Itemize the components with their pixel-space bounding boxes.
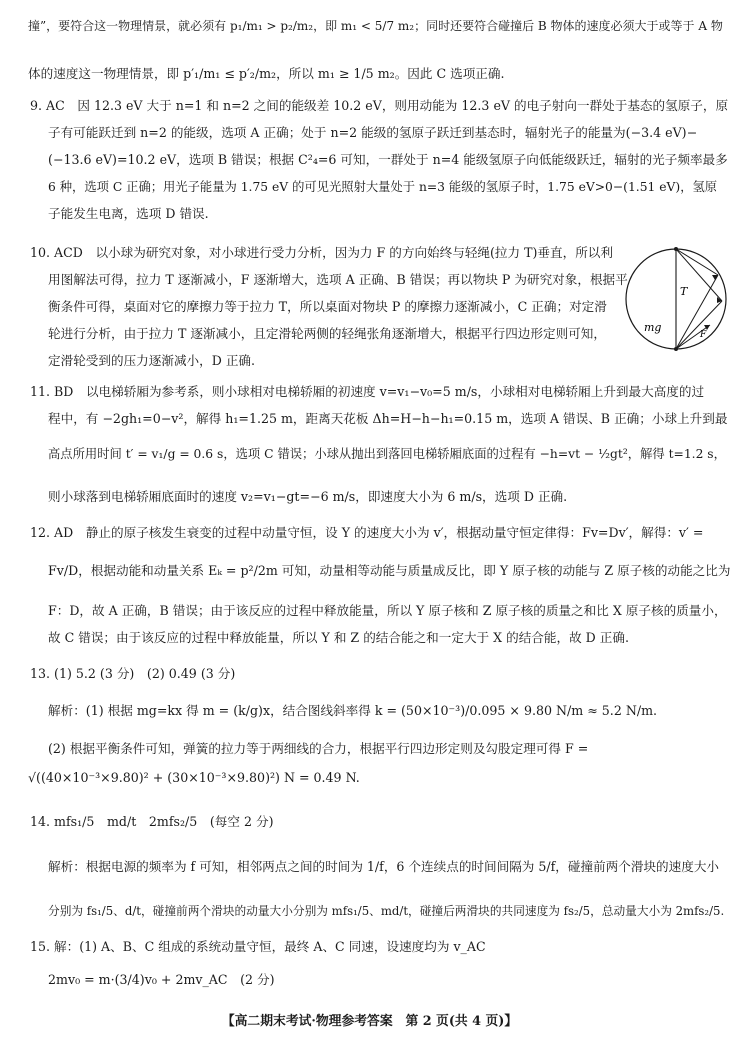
q13-line-3: (2) 根据平衡条件可知，弹簧的拉力等于两细线的合力，根据平行四边形定则及勾股定理可得 F = — [48, 741, 589, 756]
q11-line-2: 程中，有 −2gh₁=0−v²，解得 h₁=1.25 m，距离天花板 Δh=H−h−h₁=0.15 m，选项 A 错误、B 正确；小球上升到最 — [48, 411, 728, 426]
force-diagram — [622, 245, 730, 353]
q13-line-1: 13. (1) 5.2 (3 分) (2) 0.49 (3 分) — [30, 666, 236, 681]
q10-line-5: 定滑轮受到的压力逐渐减小，D 正确. — [48, 353, 256, 368]
q14-line-3: 分别为 fs₁/5、d/t，碰撞前两个滑块的动量大小分别为 mfs₁/5、md/t，碰撞后两滑块的共同速度为 fs₂/5，总动量大小为 2mfs₂/5. — [48, 904, 725, 918]
label-F: F — [700, 330, 707, 340]
label-mg: mg — [644, 321, 662, 334]
q10-line-1: 10. ACD 以小球为研究对象，对小球进行受力分析，因为力 F 的方向始终与轻绳(拉力 T)垂直，所以利 — [30, 245, 613, 260]
q15-line-1: 15. 解：(1) A、B、C 组成的系统动量守恒，最终 A、C 同速，设速度均为 v_AC — [30, 939, 486, 954]
q9-line-4: 6 种，选项 C 正确；用光子能量为 1.75 eV 的可见光照射大量处于 n=3 能级的氢原子时，1.75 eV>0−(1.51 eV)，氢原 — [48, 180, 718, 194]
q10-line-2: 用图解法可得，拉力 T 逐渐减小，F 逐渐增大，选项 A 正确、B 错误；再以物块 P 为研究对象，根据平 — [48, 272, 628, 287]
q9-line-1: 9. AC 因 12.3 eV 大于 n=1 和 n=2 之间的能级差 10.2 eV，则用动能为 12.3 eV 的电子射向一群处于基态的氢原子，原 — [30, 98, 729, 113]
q14-line-2: 解析：根据电源的频率为 f 可知，相邻两点之间的时间为 1/f，6 个连续点的时间间隔为 5/f，碰撞前两个滑块的速度大小 — [48, 859, 720, 874]
q11-line-4: 则小球落到电梯轿厢底面时的速度 v₂=v₁−gt=−6 m/s，即速度大小为 6 m/s，选项 D 正确. — [48, 489, 568, 504]
q12-line-2: Fv/D，根据动能和动量关系 Eₖ = p²/2m 可知，动量相等动能与质量成反比，即 Y 原子核的动能与 Z 原子核的动能之比为 — [48, 563, 731, 578]
q9-line-5: 子能发生电离，选项 D 错误. — [48, 206, 209, 221]
q8-line-2: 体的速度这一物理情景，即 p′₁/m₁ ≤ p′₂/m₂，所以 m₁ ≥ 1/5 m₂。因此 C 选项正确. — [28, 66, 505, 81]
q11-line-1: 11. BD 以电梯轿厢为参考系，则小球相对电梯轿厢的初速度 v=v₁−v₀=5 m/s，小球相对电梯轿厢上升到最大高度的过 — [30, 384, 705, 399]
q13-line-2: 解析：(1) 根据 mg=kx 得 m = (k/g)x，结合图线斜率得 k = (50×10⁻³)/0.095 × 9.80 N/m ≈ 5.2 N/m. — [48, 703, 658, 718]
q12-line-3: F：D，故 A 正确，B 错误；由于该反应的过程中释放能量，所以 Y 原子核和 Z 原子核的质量之和比 X 原子核的质量小， — [48, 603, 727, 618]
q12-line-4: 故 C 错误；由于该反应的过程中释放能量，所以 Y 和 Z 的结合能之和一定大于 X 的结合能，故 D 正确. — [48, 630, 629, 645]
q8-line-1: 撞”，要符合这一物理情景，就必须有 p₁/m₁ > p₂/m₂，即 m₁ < 5/7 m₂；同时还要符合碰撞后 B 物体的速度必须大于或等于 A 物 — [28, 19, 723, 33]
force-line-1 — [676, 249, 718, 275]
q13-line-4: √((40×10⁻³×9.80)² + (30×10⁻³×9.80)²) N = 0.49 N. — [28, 770, 360, 785]
q12-line-1: 12. AD 静止的原子核发生衰变的过程中动量守恒，设 Y 的速度大小为 v′，根据动量守恒定律得：Fv=Dv′，解得：v′ = — [30, 525, 704, 540]
q15-line-2: 2mv₀ = m·(3/4)v₀ + 2mv_AC (2 分) — [48, 972, 275, 987]
q9-line-2: 子有可能跃迁到 n=2 的能级，选项 A 正确；处于 n=2 能级的氢原子跃迁到基态时，辐射光子的能量为(−3.4 eV)− — [48, 125, 698, 140]
page-footer: 【高二期末考试·物理参考答案 第 2 页(共 4 页)】 — [221, 1014, 518, 1029]
q11-line-3: 高点所用时间 t′ = v₁/g = 0.6 s，选项 C 错误；小球从抛出到落回电梯轿厢底面的过程有 −h=vt − ½gt²，解得 t=1.2 s， — [48, 447, 726, 461]
q9-line-3: (−13.6 eV)=10.2 eV，选项 B 错误；根据 C²₄=6 可知，一群处于 n=4 能级氢原子向低能级跃迁，辐射的光子频率最多 — [48, 152, 728, 167]
bottom-point — [674, 347, 678, 351]
top-point — [674, 247, 678, 251]
q14-line-1: 14. mfs₁/5 md/t 2mfs₂/5 (每空 2 分) — [30, 814, 274, 829]
q10-line-3: 衡条件可得，桌面对它的摩擦力等于拉力 T，所以桌面对物块 P 的摩擦力逐渐减小，C 正确；对定滑 — [48, 299, 607, 314]
q10-line-4: 轮进行分析，由于拉力 T 逐渐减小，且定滑轮两侧的轻绳张角逐渐增大，根据平行四边形定则可知， — [48, 326, 606, 341]
label-T: T — [680, 285, 688, 298]
